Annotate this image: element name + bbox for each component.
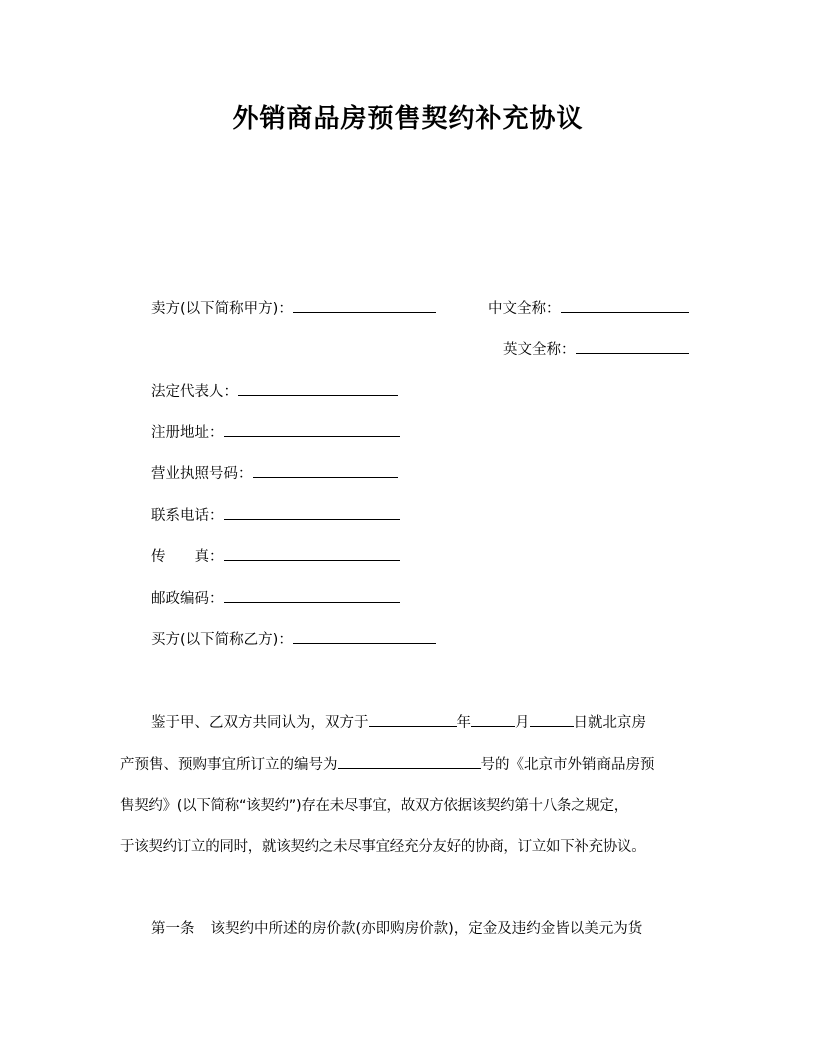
preamble-text: 产预售、预购事宜所订立的编号为 — [120, 757, 338, 773]
article-1-label: 第一条 — [151, 921, 195, 937]
cn-name-row — [488, 298, 689, 319]
phone-row — [151, 505, 400, 526]
seller-row — [151, 298, 436, 319]
phone-blank[interactable] — [224, 505, 400, 520]
cn-name-label: 中文全称： — [488, 301, 561, 317]
fax-blank[interactable] — [224, 546, 400, 561]
preamble-text: 鉴于甲、乙双方共同认为，双方于 — [151, 715, 369, 731]
preamble-line-3: 售契约》(以下简称“该契约”)存在未尽事宜，故双方依据该契约第十八条之规定， — [120, 798, 628, 814]
en-name-label: 英文全称： — [503, 342, 576, 358]
legal-rep-row — [151, 381, 398, 402]
month-blank[interactable] — [471, 712, 515, 727]
license-row — [151, 463, 398, 484]
month-label: 月 — [515, 715, 530, 731]
postcode-label: 邮政编码： — [151, 591, 224, 607]
postcode-row — [151, 588, 400, 609]
article-1-text: 该契约中所述的房价款(亦即购房价款)，定金及违约金皆以美元为货 — [210, 921, 643, 937]
preamble-line-1 — [151, 712, 646, 733]
fax-label: 传 真： — [151, 549, 224, 565]
en-name-row — [503, 339, 689, 360]
license-blank[interactable] — [253, 463, 398, 478]
address-row — [151, 422, 400, 443]
preamble-text: 号的《北京市外销商品房预 — [480, 757, 655, 773]
contract-number-blank[interactable] — [338, 754, 481, 769]
en-name-blank[interactable] — [576, 339, 689, 354]
postcode-blank[interactable] — [224, 588, 400, 603]
document-title: 外销商品房预售契约补充协议 — [232, 104, 584, 134]
buyer-row — [151, 629, 436, 650]
cn-name-blank[interactable] — [561, 298, 689, 313]
seller-blank[interactable] — [293, 298, 436, 313]
preamble-line-4: 于该契约订立的同时，就该契约之未尽事宜经充分友好的协商，订立如下补充协议。 — [120, 839, 646, 855]
legal-rep-blank[interactable] — [238, 381, 398, 396]
fax-row — [151, 546, 400, 567]
license-label: 营业执照号码： — [151, 466, 253, 482]
legal-rep-label: 法定代表人： — [151, 384, 238, 400]
address-label: 注册地址： — [151, 425, 224, 441]
phone-label: 联系电话： — [151, 508, 224, 524]
buyer-blank[interactable] — [293, 629, 436, 644]
buyer-label: 买方(以下简称乙方)： — [151, 632, 293, 648]
year-blank[interactable] — [369, 712, 457, 727]
preamble-text: 日就北京房 — [573, 715, 646, 731]
day-blank[interactable] — [530, 712, 574, 727]
year-label: 年 — [456, 715, 471, 731]
preamble-line-2 — [120, 754, 655, 775]
address-blank[interactable] — [224, 422, 400, 437]
article-1 — [151, 919, 642, 939]
seller-label: 卖方(以下简称甲方)： — [151, 301, 293, 317]
